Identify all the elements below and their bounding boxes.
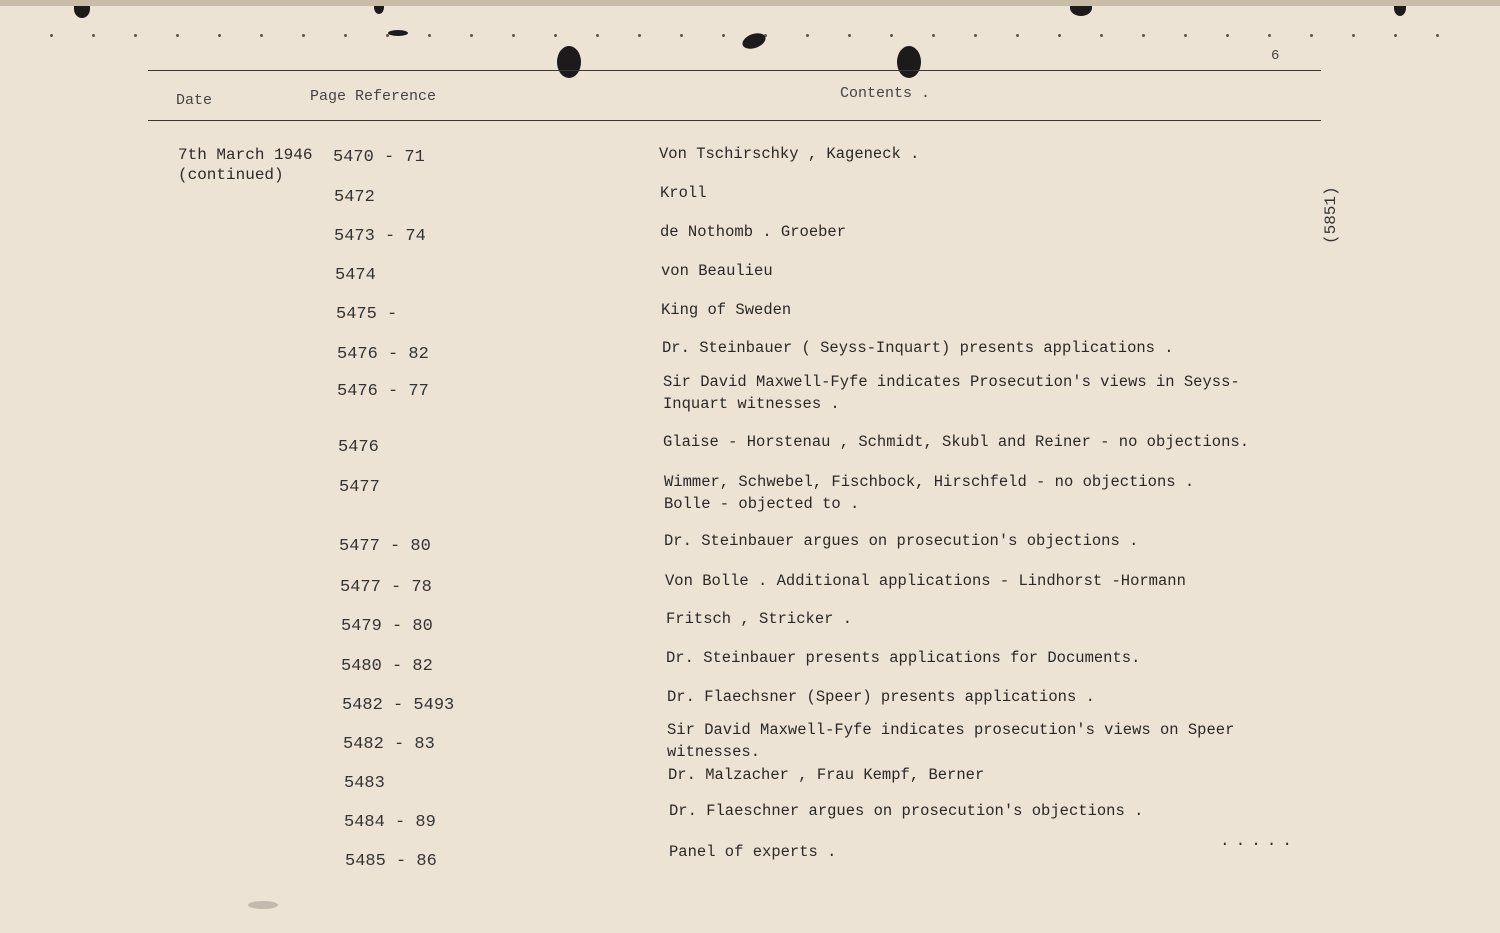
perforation-dot <box>848 34 851 37</box>
list-item <box>0 221 1500 261</box>
margin-reference: (5851) <box>1322 186 1340 244</box>
page-reference-value: 5485 - 86 <box>345 852 437 871</box>
punch-hole <box>557 46 581 78</box>
perforation-dot <box>1142 34 1145 37</box>
page-number: 6 <box>1271 48 1280 64</box>
perforation-dot <box>638 34 641 37</box>
trailing-dots: ..... <box>1220 832 1299 850</box>
perforation-dot <box>1352 34 1355 37</box>
perforation-dot <box>218 34 221 37</box>
perforation-dot <box>470 34 473 37</box>
page-reference-value: 5472 <box>334 188 375 207</box>
date-line: 7th March 1946 <box>178 146 313 164</box>
torn-edge-mark <box>74 6 90 18</box>
page-reference-value: 5477 - 80 <box>339 537 431 556</box>
perforation-dot <box>512 34 515 37</box>
page-reference-value: 5476 - 77 <box>337 382 429 401</box>
ink-smudge <box>248 901 278 909</box>
contents-value: King of Sweden <box>661 301 792 319</box>
perforation-dot <box>890 34 893 37</box>
list-item <box>0 260 1500 300</box>
contents-value: Panel of experts . <box>669 843 837 861</box>
perforation-dot <box>428 34 431 37</box>
list-item <box>0 570 1500 610</box>
document-page <box>0 6 1500 933</box>
perforation-dot <box>974 34 977 37</box>
perforation-dot <box>302 34 305 37</box>
perforation-dot <box>1226 34 1229 37</box>
page-reference-value: 5476 - 82 <box>337 345 429 364</box>
contents-value: von Beaulieu <box>661 262 773 280</box>
page-reference-value: 5473 - 74 <box>334 227 426 246</box>
list-item <box>0 719 1500 759</box>
contents-value: Von Bolle . Additional applications - Lindhorst -Hormann <box>665 572 1186 590</box>
page-reference-value: 5474 <box>335 266 376 285</box>
contents-value: Kroll <box>660 184 707 202</box>
perforation-dot <box>554 34 557 37</box>
page-reference-value: 5483 <box>344 774 385 793</box>
perforation-dot <box>722 34 725 37</box>
punch-hole <box>897 46 921 78</box>
perforation-dot <box>1100 34 1103 37</box>
perforation-dot <box>1268 34 1271 37</box>
torn-edge-mark <box>374 6 384 14</box>
contents-value: Fritsch , Stricker . <box>666 610 853 628</box>
perforation-dot <box>806 34 809 37</box>
perforation-dot <box>1436 34 1439 37</box>
page-reference-value: 5475 - <box>336 305 398 324</box>
perforation-dot <box>176 34 179 37</box>
contents-value: de Nothomb . Groeber <box>660 223 847 241</box>
perforation-dot <box>260 34 263 37</box>
perforation-dot <box>1394 34 1397 37</box>
list-item <box>0 530 1500 570</box>
header-top-rule <box>148 70 1321 71</box>
page-reference-value: 5477 - 78 <box>340 578 432 597</box>
torn-edge-mark <box>1070 6 1092 16</box>
contents-value: Wimmer, Schwebel, Fischbock, Hirschfeld - no objections . Bolle - objected to . <box>664 473 1195 513</box>
perforation-dot <box>680 34 683 37</box>
contents-value: Dr. Flaeschner argues on prosecution's objections . <box>669 802 1144 820</box>
page-reference-value: 5482 - 5493 <box>342 696 455 715</box>
perforation-dot <box>596 34 599 37</box>
perforation-dot <box>50 34 53 37</box>
torn-edge-mark <box>740 30 767 51</box>
list-item <box>0 431 1500 471</box>
contents-value: Sir David Maxwell-Fyfe indicates prosecution's views on Speer witnesses. <box>667 721 1235 761</box>
perforation-dot <box>92 34 95 37</box>
header-page-reference: Page Reference <box>310 88 437 105</box>
contents-value: Dr. Flaechsner (Speer) presents applications . <box>667 688 1095 706</box>
contents-value: Dr. Malzacher , Frau Kempf, Berner <box>668 766 985 784</box>
contents-value: Sir David Maxwell-Fyfe indicates Prosecution's views in Seyss- Inquart witnesses . <box>663 373 1240 413</box>
date-continued: (continued) <box>178 166 284 184</box>
page-reference-value: 5480 - 82 <box>341 657 433 676</box>
contents-value: Dr. Steinbauer argues on prosecution's objections . <box>664 532 1139 550</box>
list-item <box>0 471 1500 511</box>
header-bottom-rule <box>148 120 1321 121</box>
list-item <box>0 647 1500 687</box>
page-reference-value: 5484 - 89 <box>344 813 436 832</box>
page-reference-value: 5482 - 83 <box>343 735 435 754</box>
perforation-dot <box>134 34 137 37</box>
contents-value: Glaise - Horstenau , Schmidt, Skubl and Reiner - no objections. <box>663 433 1249 451</box>
page-reference-value: 5470 - 71 <box>333 148 425 167</box>
perforation-dot <box>932 34 935 37</box>
list-item <box>0 608 1500 648</box>
perforation-dot <box>1058 34 1061 37</box>
list-item <box>0 371 1500 411</box>
header-contents: Contents . <box>840 85 931 102</box>
page-reference-value: 5476 <box>338 438 379 457</box>
perforation-dot <box>1016 34 1019 37</box>
list-item <box>0 182 1500 222</box>
contents-value: Dr. Steinbauer ( Seyss-Inquart) presents applications . <box>662 339 1174 357</box>
torn-edge-mark <box>388 30 408 36</box>
page-reference-value: 5479 - 80 <box>341 617 433 636</box>
list-item <box>0 764 1500 804</box>
list-item <box>0 299 1500 339</box>
page-reference-value: 5477 <box>339 478 380 497</box>
contents-value: Von Tschirschky , Kageneck . <box>659 145 920 163</box>
torn-edge-mark <box>1394 6 1406 16</box>
header-date: Date <box>176 92 213 109</box>
perforation-dot <box>344 34 347 37</box>
perforation-dot <box>1310 34 1313 37</box>
perforation-dot <box>1184 34 1187 37</box>
contents-value: Dr. Steinbauer presents applications for Documents. <box>666 649 1141 667</box>
list-item <box>0 143 1500 183</box>
